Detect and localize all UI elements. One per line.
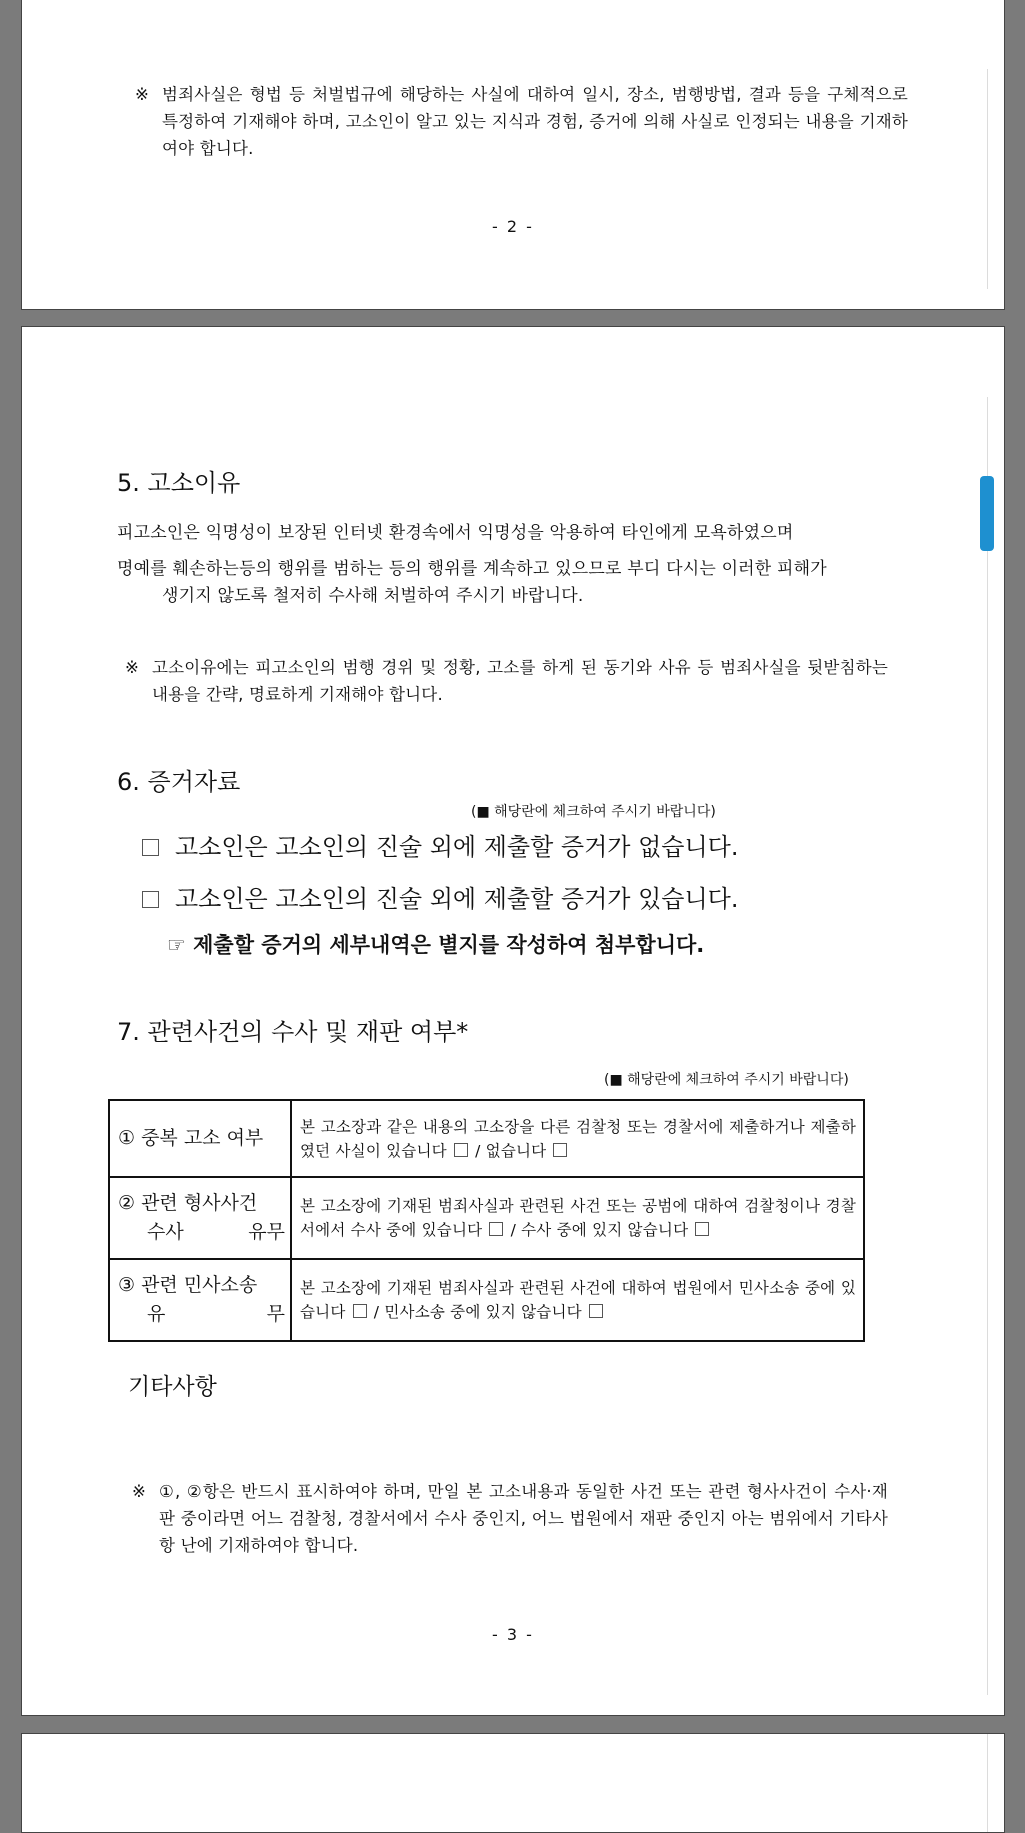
note-text: 범죄사실은 형법 등 처벌법규에 해당하는 사실에 대하여 일시, 장소, 범행방법, 결과 등을 구체적으로 특정하여 기재해야 하며, 고소인이 알고 있는 지식과 경험, 증거에 의해 사실로 인정되는 내용을 기재하여야 합니다.	[162, 85, 908, 158]
section-heading-related-cases: 7. 관련사건의 수사 및 재판 여부*	[117, 1018, 469, 1046]
evidence-option-exists[interactable]	[142, 879, 738, 914]
checkbox-icon[interactable]	[142, 891, 159, 908]
note-text: ①, ②항은 반드시 표시하여야 하며, 만일 본 고소내용과 동일한 사건 또는 관련 형사사건이 수사·재판 중이라면 어느 검찰청, 경찰서에서 수사 중인지, 어느 법원에서 재판 중인지 아는 범위에서 기타사항 난에 기재하여야 합니다.	[159, 1482, 888, 1555]
reason-line-2: 명예를 훼손하는등의 행위를 범하는 등의 행위를 계속하고 있으므로 부디 다시는 이러한 피해가	[117, 559, 827, 579]
related-cases-check-hint: (■ 해당란에 체크하여 주시기 바랍니다)	[604, 1072, 849, 1088]
row-content	[291, 1100, 864, 1177]
separator: /	[505, 1221, 522, 1239]
separator: /	[368, 1303, 385, 1321]
row-label-sub	[118, 1218, 290, 1247]
row-label-sub	[118, 1300, 290, 1329]
attachment-text: 제출할 증거의 세부내역은 별지를 작성하여 첨부합니다.	[193, 933, 705, 957]
row-label-text: ③ 관련 민사소송	[118, 1274, 258, 1296]
checkbox-icon[interactable]	[695, 1222, 709, 1236]
table-row	[109, 1177, 864, 1259]
row-content	[291, 1177, 864, 1259]
note-text: 고소이유에는 피고소인의 범행 경위 및 정황, 고소를 하게 된 동기와 사유 등 범죄사실을 뒷받침하는 내용을 간략, 명료하게 기재해야 합니다.	[152, 658, 888, 704]
row-text-yes: 본 고소장에 기재된 범죄사실과 관련된 사건에 대하여 법원에서 민사소송 중에 있습니다	[300, 1279, 856, 1321]
row-text-yes: 본 고소장과 같은 내용의 고소장을 다른 검찰청 또는 경찰서에 제출하거나 제출하였던 사실이 있습니다	[300, 1117, 856, 1160]
note-mark: ※	[135, 85, 150, 104]
crime-facts-note	[135, 81, 908, 162]
row-label-part: 수사	[147, 1221, 184, 1243]
row-label	[109, 1100, 291, 1177]
checkbox-icon[interactable]	[553, 1143, 567, 1157]
row-label-text: ② 관련 형사사건	[118, 1192, 258, 1214]
table-row	[109, 1100, 864, 1177]
evidence-option-none[interactable]	[142, 827, 738, 862]
row-label-part: 유	[147, 1303, 166, 1325]
reason-paragraph	[117, 520, 887, 610]
checkbox-icon[interactable]	[353, 1304, 367, 1318]
section-heading-reason: 5. 고소이유	[117, 469, 241, 497]
row-label-part: 무	[266, 1303, 285, 1325]
row-label-part: 유무	[248, 1221, 285, 1243]
checkbox-icon[interactable]	[489, 1222, 503, 1236]
checkbox-icon[interactable]	[142, 839, 159, 856]
document-page-4	[21, 1733, 1005, 1833]
evidence-option-exists-label: 고소인은 고소인의 진술 외에 제출할 증거가 있습니다.	[175, 885, 739, 913]
evidence-check-hint: (■ 해당란에 체크하여 주시기 바랍니다)	[471, 804, 716, 820]
evidence-option-none-label: 고소인은 고소인의 진술 외에 제출할 증거가 없습니다.	[175, 833, 739, 861]
scrollbar-thumb[interactable]	[980, 476, 994, 551]
evidence-attachment-note	[167, 929, 704, 959]
row-label	[109, 1177, 291, 1259]
page-edge	[987, 1734, 988, 1832]
checkbox-icon[interactable]	[589, 1304, 603, 1318]
pointing-hand-icon: ☞	[167, 933, 186, 957]
page-number: - 2 -	[492, 217, 534, 236]
reason-line-1: 피고소인은 익명성이 보장된 인터넷 환경속에서 익명성을 악용하여 타인에게 모욕하였으며	[117, 523, 794, 543]
other-matters-heading: 기타사항	[128, 1374, 217, 1400]
row-label	[109, 1259, 291, 1341]
related-cases-note	[132, 1478, 888, 1559]
row-label-text: ① 중복 고소 여부	[118, 1127, 264, 1149]
row-text-yes: 본 고소장에 기재된 범죄사실과 관련된 사건 또는 공범에 대하여 검찰청이나 경찰서에서 수사 중에 있습니다	[300, 1197, 856, 1239]
related-cases-table	[108, 1099, 865, 1342]
row-content	[291, 1259, 864, 1341]
separator: /	[469, 1141, 486, 1160]
row-text-no: 없습니다	[485, 1141, 547, 1160]
table-row	[109, 1259, 864, 1341]
page-edge	[987, 69, 988, 289]
reason-note	[125, 654, 888, 708]
row-text-no: 민사소송 중에 있지 않습니다	[384, 1303, 582, 1321]
note-mark: ※	[132, 1482, 147, 1501]
page-number: - 3 -	[492, 1625, 534, 1644]
page-edge	[987, 397, 988, 1695]
reason-line-3: 생기지 않도록 철저히 수사해 처벌하여 주시기 바랍니다.	[162, 586, 584, 606]
row-text-no: 수사 중에 있지 않습니다	[521, 1221, 689, 1239]
document-page-2	[21, 0, 1005, 310]
section-heading-evidence: 6. 증거자료	[117, 768, 241, 796]
note-mark: ※	[125, 658, 140, 677]
checkbox-icon[interactable]	[454, 1143, 468, 1157]
